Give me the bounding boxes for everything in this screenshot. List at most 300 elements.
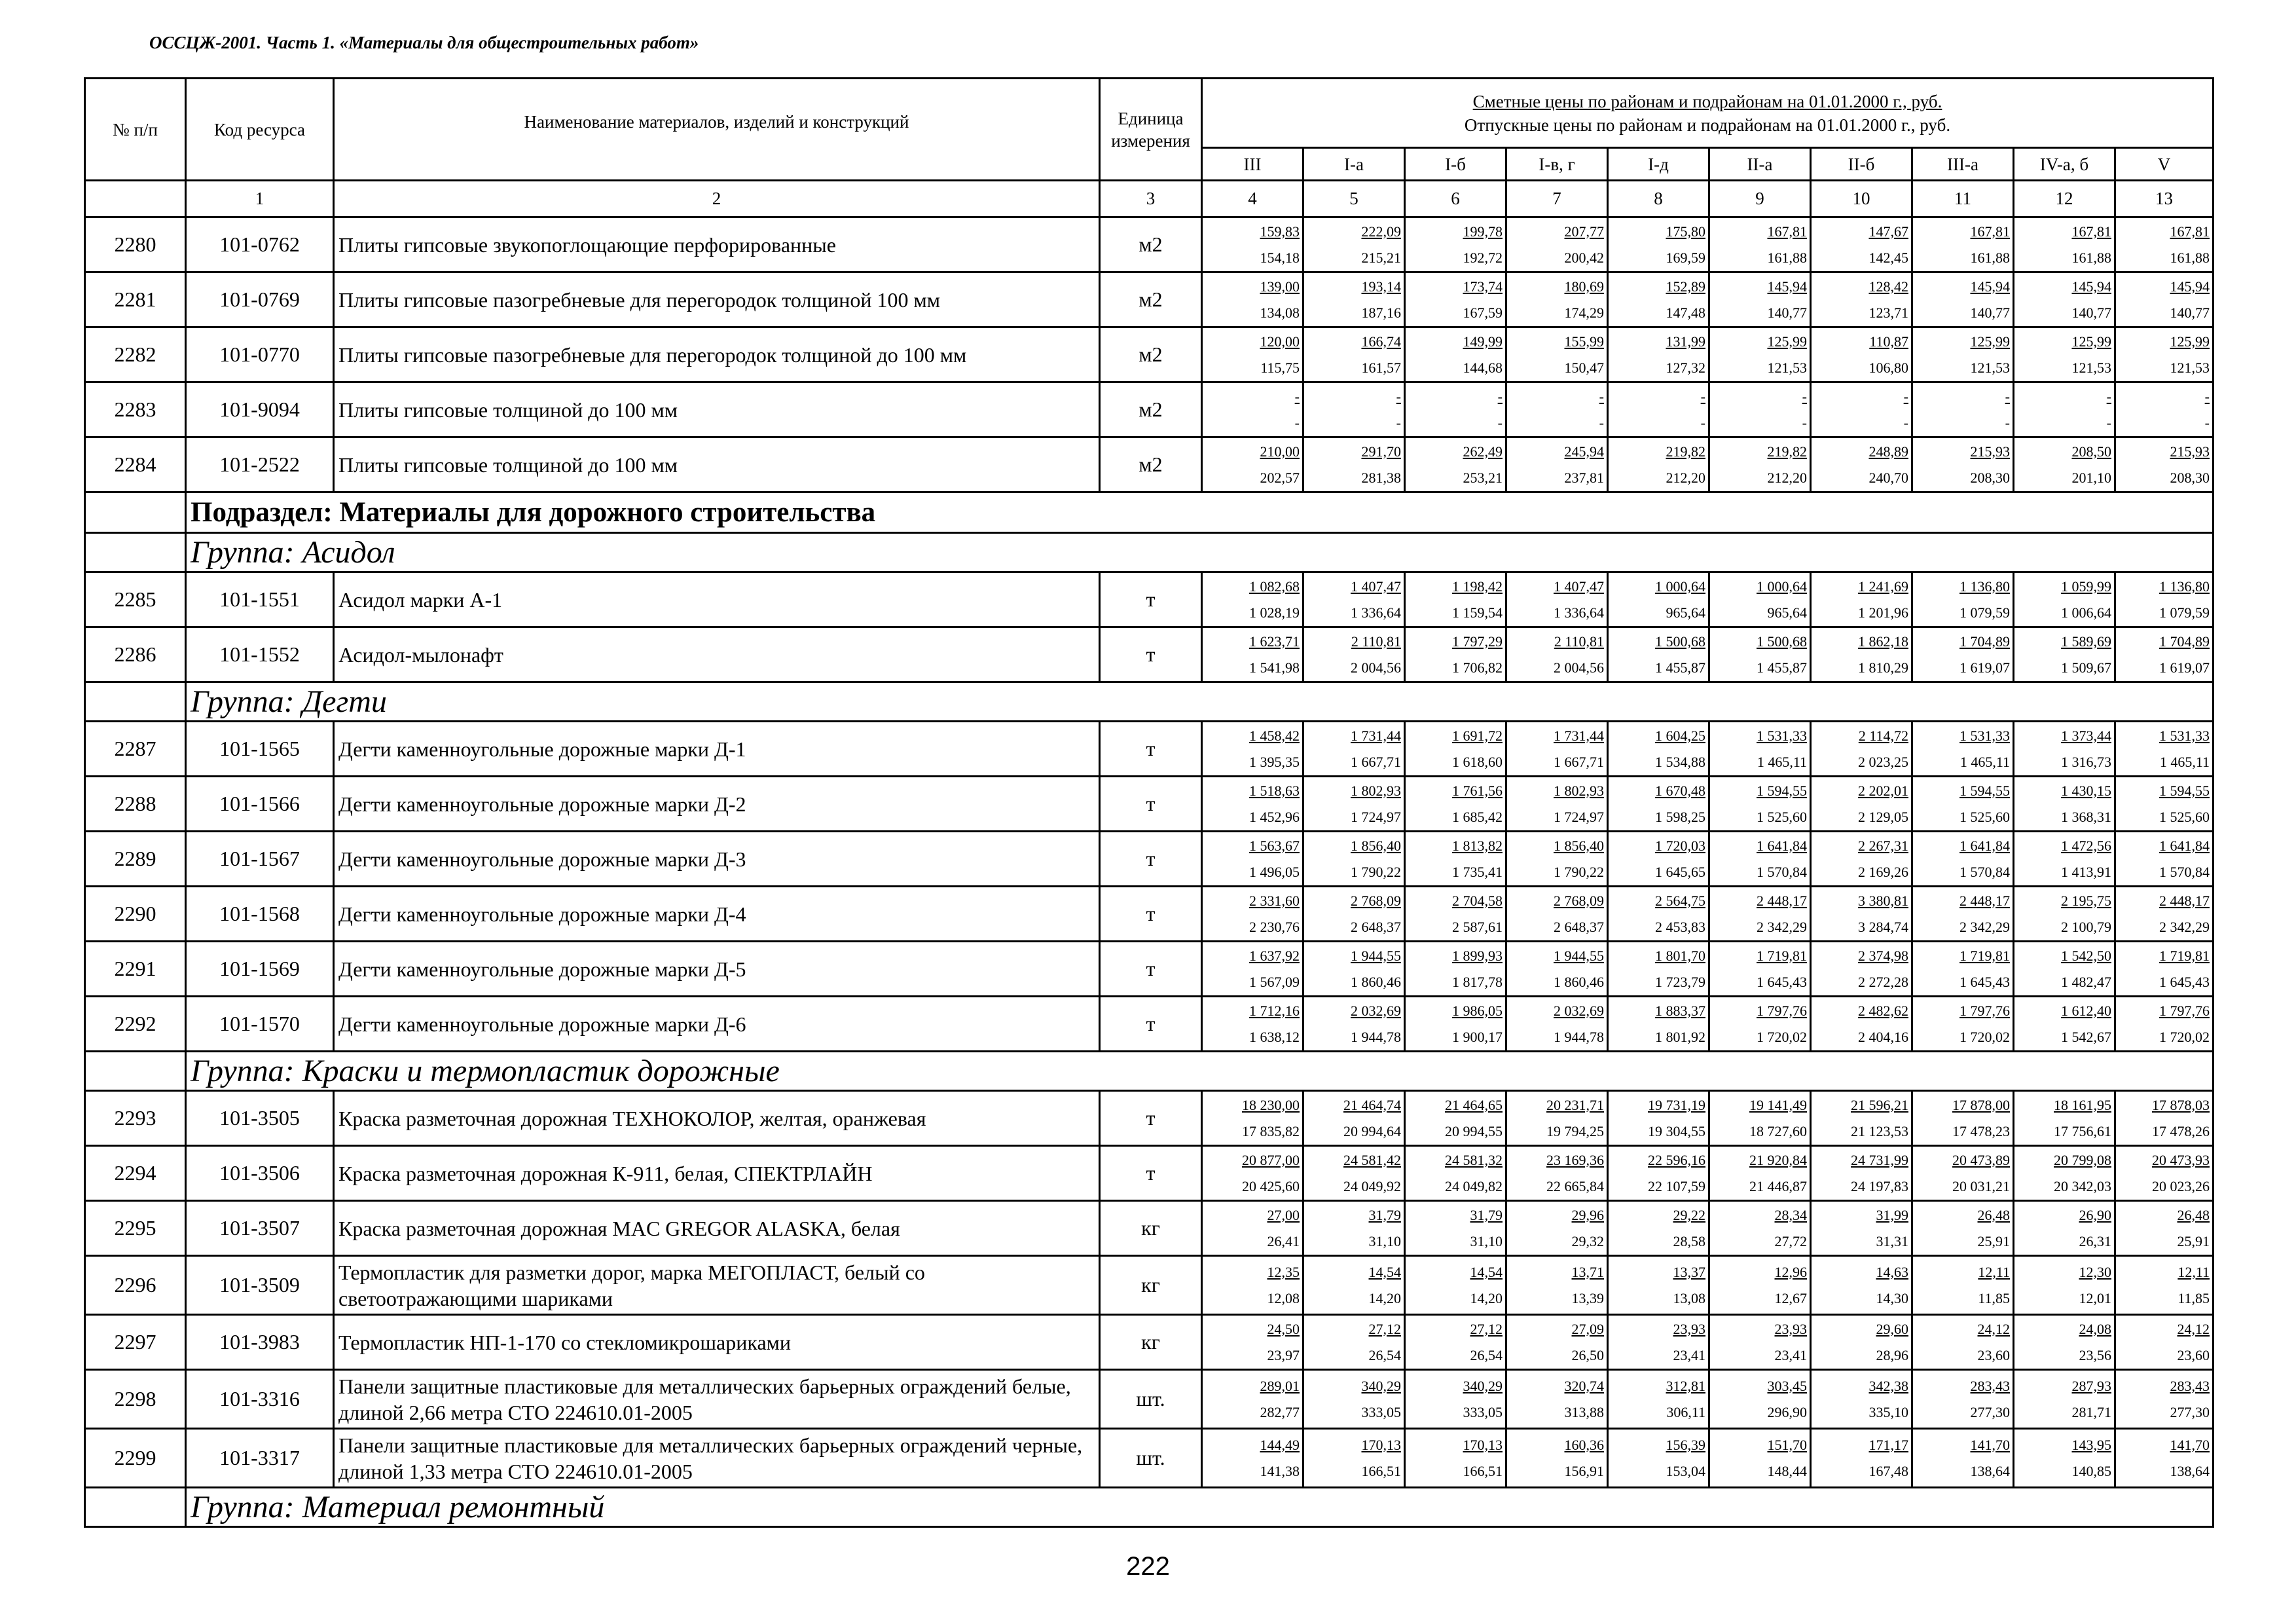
estimated-price: 24 581,42 [1343, 1151, 1401, 1168]
estimated-price: 2 195,75 [2061, 892, 2111, 909]
material-name: Термопластик для разметки дорог, марка МЕГОПЛАСТ, белый со светоотражающими шариками [334, 1256, 1100, 1315]
region-header: I-д [1608, 148, 1709, 181]
price-cell [1506, 1256, 1608, 1315]
release-price: 26,31 [2079, 1232, 2111, 1249]
resource-code: 101-3317 [186, 1429, 334, 1488]
release-price: 14,20 [1470, 1289, 1503, 1306]
estimated-price: 1 719,81 [1959, 947, 2010, 964]
table-row [85, 1146, 2214, 1201]
release-price: 1 465,11 [1959, 753, 2010, 770]
release-price: 26,54 [1470, 1346, 1503, 1363]
estimated-price: 1 059,99 [2061, 578, 2111, 595]
resource-code: 101-0762 [186, 217, 334, 272]
price-cell [1303, 1201, 1405, 1256]
estimated-price: 1 761,56 [1452, 782, 1503, 799]
price-cell [1405, 942, 1506, 997]
release-price: 1 720,02 [2159, 1028, 2210, 1045]
release-price: 31,10 [1470, 1232, 1503, 1249]
price-cell [1202, 327, 1303, 382]
row-number: 2291 [85, 942, 186, 997]
price-cell [2115, 1201, 2214, 1256]
estimated-price: 2 768,09 [1554, 892, 1604, 909]
prices-title: Сметные цены по районам и подрайонам на 01.01.2000 г., руб. [1472, 91, 1942, 111]
release-price: - [2005, 414, 2010, 431]
estimated-price: 21 596,21 [1851, 1096, 1908, 1113]
price-cell [1811, 1370, 1912, 1429]
material-name: Дегти каменноугольные дорожные марки Д-1 [334, 722, 1100, 777]
price-cell [2014, 1201, 2115, 1256]
price-cell [2014, 1091, 2115, 1146]
estimated-price: 1 500,68 [1757, 633, 1807, 650]
release-price: 240,70 [1868, 469, 1908, 486]
release-price: 1 395,35 [1249, 753, 1300, 770]
price-cell [1303, 627, 1405, 682]
unit: т [1100, 832, 1202, 887]
estimated-price: 1 531,33 [1959, 727, 2010, 744]
release-price: 1 336,64 [1351, 604, 1401, 621]
release-price: 17 835,82 [1242, 1122, 1300, 1139]
release-price: 1 638,12 [1249, 1028, 1300, 1045]
estimated-price: 12,11 [2178, 1263, 2210, 1280]
release-price: 22 665,84 [1546, 1177, 1604, 1194]
material-name: Плиты гипсовые толщиной до 100 мм [334, 437, 1100, 492]
price-cell [1202, 1429, 1303, 1488]
release-price: 140,77 [2170, 304, 2210, 321]
estimated-price: 1 731,44 [1554, 727, 1604, 744]
release-price: 1 465,11 [1757, 753, 1807, 770]
release-price: 200,42 [1564, 249, 1604, 266]
release-price: 1 801,92 [1655, 1028, 1705, 1045]
release-price: 20 342,03 [2054, 1177, 2111, 1194]
estimated-price: 155,99 [1564, 333, 1604, 350]
price-cell [1608, 1429, 1709, 1488]
release-price: 1 735,41 [1452, 863, 1503, 880]
estimated-price: 1 000,64 [1757, 578, 1807, 595]
release-price: 23,97 [1267, 1346, 1300, 1363]
table-row [85, 272, 2214, 327]
estimated-price: 1 719,81 [2159, 947, 2210, 964]
release-price: 121,53 [2071, 359, 2111, 376]
price-table [84, 77, 2214, 1528]
release-price: 1 645,65 [1655, 863, 1705, 880]
table-row [85, 997, 2214, 1052]
estimated-price: 262,49 [1463, 443, 1503, 460]
release-price: 1 723,79 [1655, 973, 1705, 990]
estimated-price: 208,50 [2071, 443, 2111, 460]
resource-code: 101-1552 [186, 627, 334, 682]
release-price: 2 453,83 [1655, 918, 1705, 935]
unit: м2 [1100, 217, 1202, 272]
release-price: 167,59 [1463, 304, 1503, 321]
resource-code: 101-1566 [186, 777, 334, 832]
resource-code: 101-9094 [186, 382, 334, 437]
price-cell [1405, 1146, 1506, 1201]
table-row [85, 1315, 2214, 1370]
estimated-price: 1 862,18 [1858, 633, 1908, 650]
release-price: 23,56 [2079, 1346, 2111, 1363]
price-cell [2115, 1146, 2214, 1201]
release-price: - [1396, 414, 1401, 431]
table-row [85, 1201, 2214, 1256]
estimated-price: 1 589,69 [2061, 633, 2111, 650]
column-index-blank [85, 181, 186, 217]
price-cell [1303, 997, 1405, 1052]
estimated-price: 1 604,25 [1655, 727, 1705, 744]
release-price: 1 724,97 [1554, 808, 1604, 825]
release-price: 166,51 [1361, 1462, 1401, 1479]
price-cell [1506, 1146, 1608, 1201]
release-price: 161,88 [2071, 249, 2111, 266]
estimated-price: 156,39 [1666, 1436, 1705, 1453]
estimated-price: 2 482,62 [1858, 1002, 1908, 1019]
price-cell [1608, 627, 1709, 682]
price-cell [2115, 437, 2214, 492]
price-cell [2014, 382, 2115, 437]
material-name: Плиты гипсовые толщиной до 100 мм [334, 382, 1100, 437]
price-cell [1303, 1091, 1405, 1146]
estimated-price: 1 797,76 [1959, 1002, 2010, 1019]
table-row [85, 942, 2214, 997]
estimated-price: 27,12 [1368, 1320, 1401, 1337]
region-header: V [2115, 148, 2214, 181]
price-cell [1709, 572, 1811, 627]
release-price: - [2204, 414, 2210, 431]
price-cell [1405, 382, 1506, 437]
release-price: 2 648,37 [1554, 918, 1604, 935]
table-row [85, 832, 2214, 887]
release-price: 2 648,37 [1351, 918, 1401, 935]
row-number: 2289 [85, 832, 186, 887]
price-cell [2014, 572, 2115, 627]
estimated-price: 287,93 [2071, 1377, 2111, 1394]
row-number: 2285 [85, 572, 186, 627]
estimated-price: 3 380,81 [1858, 892, 1908, 909]
estimated-price: 1 883,37 [1655, 1002, 1705, 1019]
price-cell [1811, 1091, 1912, 1146]
price-cell [1811, 887, 1912, 942]
price-cell [1608, 437, 1709, 492]
unit: кг [1100, 1315, 1202, 1370]
release-price: 23,60 [2177, 1346, 2210, 1363]
release-price: 2 342,29 [1959, 918, 2010, 935]
price-cell [1506, 1429, 1608, 1488]
estimated-price: 2 448,17 [1757, 892, 1807, 909]
unit: м2 [1100, 272, 1202, 327]
release-price: 1 667,71 [1351, 753, 1401, 770]
estimated-price: 1 720,03 [1655, 837, 1705, 854]
price-cell [1405, 777, 1506, 832]
subsection-row [85, 492, 2214, 533]
estimated-price: - [1903, 388, 1908, 405]
release-price: 13,39 [1571, 1289, 1604, 1306]
price-cell [1912, 1201, 2014, 1256]
release-price: 167,48 [1868, 1462, 1908, 1479]
estimated-price: 149,99 [1463, 333, 1503, 350]
estimated-price: 151,70 [1767, 1436, 1807, 1453]
estimated-price: 20 473,89 [1952, 1151, 2010, 1168]
release-price: 156,91 [1564, 1462, 1604, 1479]
release-price: 14,30 [1876, 1289, 1908, 1306]
estimated-price: 27,12 [1470, 1320, 1503, 1337]
estimated-price: 1 518,63 [1249, 782, 1300, 799]
release-price: 21 446,87 [1749, 1177, 1807, 1194]
group-title: Группа: Дегти [186, 682, 2214, 722]
price-cell [1405, 217, 1506, 272]
release-price: 313,88 [1564, 1403, 1604, 1420]
estimated-price: 26,48 [2177, 1206, 2210, 1223]
estimated-price: 320,74 [1564, 1377, 1604, 1394]
estimated-price: 1 198,42 [1452, 578, 1503, 595]
page-number: 222 [1126, 1552, 1170, 1581]
release-price: 161,88 [2170, 249, 2210, 266]
price-cell [1912, 217, 2014, 272]
price-cell [1709, 997, 1811, 1052]
estimated-price: 289,01 [1260, 1377, 1300, 1394]
estimated-price: 2 704,58 [1452, 892, 1503, 909]
release-price: 1 496,05 [1249, 863, 1300, 880]
region-header: I-в, г [1506, 148, 1608, 181]
price-cell [1709, 437, 1811, 492]
price-cell [1608, 572, 1709, 627]
price-cell [1202, 832, 1303, 887]
unit: м2 [1100, 382, 1202, 437]
estimated-price: - [1802, 388, 1807, 405]
col-header-num: № п/п [85, 79, 186, 181]
release-price: 1 619,07 [2159, 659, 2210, 676]
release-price: 138,64 [2170, 1462, 2210, 1479]
release-price: 161,88 [1767, 249, 1807, 266]
price-cell [1811, 217, 1912, 272]
price-cell [2014, 777, 2115, 832]
estimated-price: 170,13 [1361, 1436, 1401, 1453]
release-price: 19 304,55 [1648, 1122, 1705, 1139]
price-cell [1506, 572, 1608, 627]
table-row [85, 217, 2214, 272]
region-header: III-а [1912, 148, 2014, 181]
release-price: 1 413,91 [2061, 863, 2111, 880]
release-price: 140,77 [2071, 304, 2111, 321]
group-title: Группа: Асидол [186, 533, 2214, 572]
estimated-price: - [2106, 388, 2111, 405]
estimated-price: 125,99 [2170, 333, 2210, 350]
price-cell [1912, 1091, 2014, 1146]
group-row [85, 533, 2214, 572]
price-cell [1912, 1370, 2014, 1429]
release-price: 1 525,60 [1757, 808, 1807, 825]
estimated-price: 141,70 [2170, 1436, 2210, 1453]
estimated-price: 145,94 [1970, 278, 2010, 295]
estimated-price: 248,89 [1868, 443, 1908, 460]
material-name: Плиты гипсовые пазогребневые для перегородок толщиной до 100 мм [334, 327, 1100, 382]
release-price: 123,71 [1868, 304, 1908, 321]
table-row [85, 722, 2214, 777]
material-name: Асидол-мылонафт [334, 627, 1100, 682]
price-cell [2115, 997, 2214, 1052]
price-cell [1709, 627, 1811, 682]
release-price: 169,59 [1666, 249, 1705, 266]
table-row [85, 1256, 2214, 1315]
resource-code: 101-1551 [186, 572, 334, 627]
estimated-price: 1 082,68 [1249, 578, 1300, 595]
price-cell [2014, 832, 2115, 887]
price-cell [2014, 722, 2115, 777]
release-price: 25,91 [1977, 1232, 2010, 1249]
price-cell [1912, 887, 2014, 942]
estimated-price: 1 712,16 [1249, 1002, 1300, 1019]
release-price: 965,64 [1767, 604, 1807, 621]
price-cell [1709, 382, 1811, 437]
estimated-price: 12,30 [2079, 1263, 2111, 1280]
material-name: Дегти каменноугольные дорожные марки Д-2 [334, 777, 1100, 832]
group-row [85, 682, 2214, 722]
release-price: 147,48 [1666, 304, 1705, 321]
price-cell [1608, 832, 1709, 887]
region-header: II-б [1811, 148, 1912, 181]
price-cell [1202, 217, 1303, 272]
estimated-price: 173,74 [1463, 278, 1503, 295]
release-price: 11,85 [1978, 1289, 2010, 1306]
price-cell [1506, 1091, 1608, 1146]
release-price: 26,54 [1368, 1346, 1401, 1363]
price-cell [1811, 437, 1912, 492]
price-cell [1303, 382, 1405, 437]
release-price: 2 023,25 [1858, 753, 1908, 770]
column-index: 11 [1912, 181, 2014, 217]
region-header: II-а [1709, 148, 1811, 181]
release-price: - [1903, 414, 1908, 431]
release-price: 24 197,83 [1851, 1177, 1908, 1194]
price-cell [1811, 272, 1912, 327]
unit: кг [1100, 1256, 1202, 1315]
price-cell [1811, 1146, 1912, 1201]
estimated-price: 207,77 [1564, 223, 1604, 240]
price-cell [1709, 1201, 1811, 1256]
price-cell [1709, 327, 1811, 382]
price-cell [1506, 1370, 1608, 1429]
release-price: 1 534,88 [1655, 753, 1705, 770]
price-cell [1506, 327, 1608, 382]
estimated-price: 120,00 [1260, 333, 1300, 350]
price-cell [1912, 627, 2014, 682]
price-cell [1405, 722, 1506, 777]
release-price: 2 100,79 [2061, 918, 2111, 935]
release-price: 237,81 [1564, 469, 1604, 486]
release-price: 1 570,84 [1959, 863, 2010, 880]
estimated-price: 159,83 [1260, 223, 1300, 240]
release-price: 965,64 [1666, 604, 1705, 621]
price-cell [1912, 572, 2014, 627]
price-cell [1303, 887, 1405, 942]
release-price: 1 028,19 [1249, 604, 1300, 621]
price-cell [1912, 272, 2014, 327]
release-price: 1 159,54 [1452, 604, 1503, 621]
resource-code: 101-1567 [186, 832, 334, 887]
price-cell [1405, 437, 1506, 492]
estimated-price: 1 719,81 [1757, 947, 1807, 964]
column-index: 7 [1506, 181, 1608, 217]
estimated-price: 2 032,69 [1554, 1002, 1604, 1019]
release-price: 20 994,64 [1343, 1122, 1401, 1139]
price-cell [2115, 1091, 2214, 1146]
material-name: Краска разметочная дорожная MAC GREGOR ALASKA, белая [334, 1201, 1100, 1256]
estimated-price: 291,70 [1361, 443, 1401, 460]
estimated-price: 22 596,16 [1648, 1151, 1705, 1168]
estimated-price: 145,94 [1767, 278, 1807, 295]
release-price: 1 455,87 [1757, 659, 1807, 676]
price-cell [1405, 887, 1506, 942]
price-cell [1202, 997, 1303, 1052]
row-number: 2288 [85, 777, 186, 832]
unit: т [1100, 627, 1202, 682]
release-price: 29,32 [1571, 1232, 1604, 1249]
release-price: 11,85 [2178, 1289, 2210, 1306]
subsection-title: Подраздел: Материалы для дорожного строительства [186, 492, 2214, 533]
estimated-price: 167,81 [1970, 223, 2010, 240]
price-cell [2115, 217, 2214, 272]
price-cell [1405, 1256, 1506, 1315]
release-price: 1 368,31 [2061, 808, 2111, 825]
release-price: 24 049,92 [1343, 1177, 1401, 1194]
release-price: 12,08 [1267, 1289, 1300, 1306]
estimated-price: 210,00 [1260, 443, 1300, 460]
resource-code: 101-1570 [186, 997, 334, 1052]
estimated-price: 340,29 [1463, 1377, 1503, 1394]
release-price: 24 049,82 [1445, 1177, 1503, 1194]
estimated-price: 1 856,40 [1351, 837, 1401, 854]
price-cell [1405, 1370, 1506, 1429]
price-cell [1405, 1315, 1506, 1370]
release-price: 18 727,60 [1749, 1122, 1807, 1139]
release-price: 1 810,29 [1858, 659, 1908, 676]
release-price: 1 509,67 [2061, 659, 2111, 676]
release-price: 20 425,60 [1242, 1177, 1300, 1194]
estimated-price: 18 230,00 [1242, 1096, 1300, 1113]
release-price: 1 079,59 [1959, 604, 2010, 621]
price-cell [1506, 382, 1608, 437]
column-index: 6 [1405, 181, 1506, 217]
estimated-price: 1 797,76 [2159, 1002, 2210, 1019]
price-cell [1608, 217, 1709, 272]
price-cell [1303, 832, 1405, 887]
estimated-price: 1 944,55 [1351, 947, 1401, 964]
estimated-price: 21 920,84 [1749, 1151, 1807, 1168]
estimated-price: - [1599, 388, 1604, 405]
row-number: 2295 [85, 1201, 186, 1256]
estimated-price: 24,12 [1977, 1320, 2010, 1337]
price-cell [1811, 1256, 1912, 1315]
release-price: 115,75 [1260, 359, 1300, 376]
price-cell [1608, 327, 1709, 382]
row-number: 2290 [85, 887, 186, 942]
price-cell [1405, 832, 1506, 887]
estimated-price: 143,95 [2071, 1436, 2111, 1453]
price-cell [1303, 272, 1405, 327]
estimated-price: 21 464,65 [1445, 1096, 1503, 1113]
release-price: 144,68 [1463, 359, 1503, 376]
table-row [85, 327, 2214, 382]
unit: кг [1100, 1201, 1202, 1256]
resource-code: 101-3316 [186, 1370, 334, 1429]
estimated-price: 21 464,74 [1343, 1096, 1401, 1113]
unit: т [1100, 1146, 1202, 1201]
material-name: Дегти каменноугольные дорожные марки Д-4 [334, 887, 1100, 942]
estimated-price: 2 032,69 [1351, 1002, 1401, 1019]
estimated-price: 29,60 [1876, 1320, 1908, 1337]
price-cell [1811, 382, 1912, 437]
material-name: Асидол марки А-1 [334, 572, 1100, 627]
price-cell [2115, 327, 2214, 382]
estimated-price: 1 856,40 [1554, 837, 1604, 854]
